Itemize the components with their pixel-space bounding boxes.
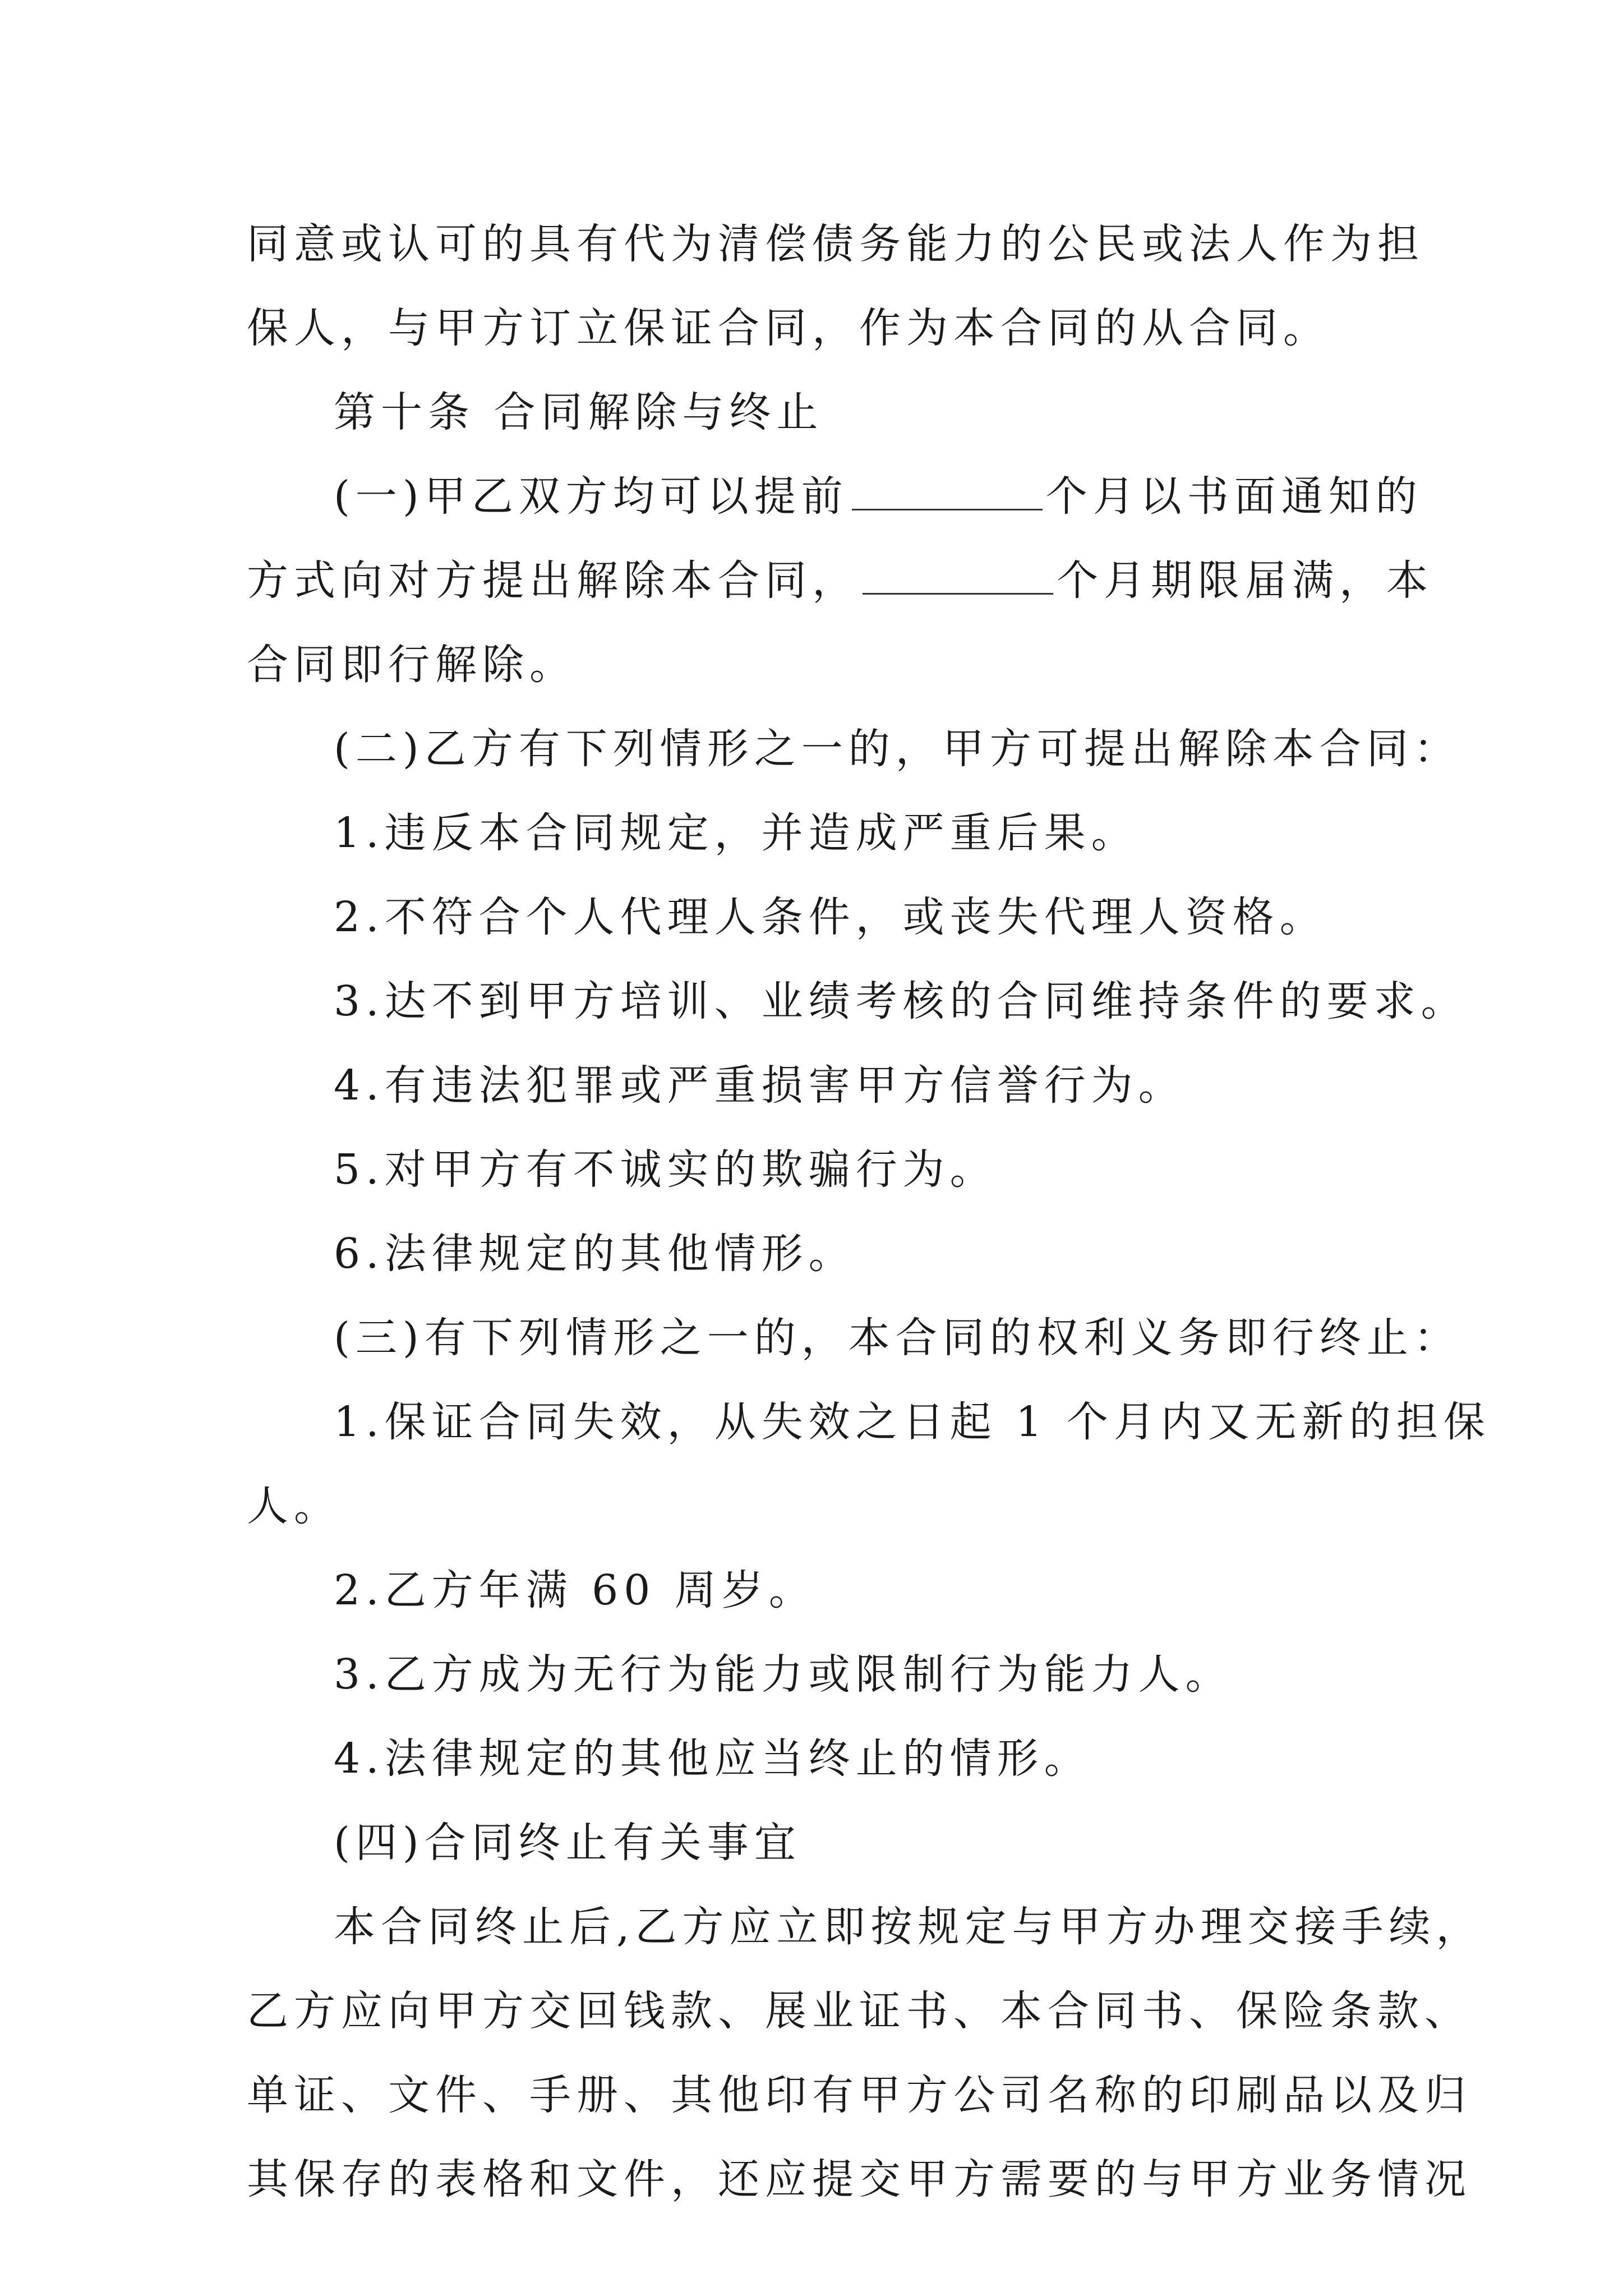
text-line: (四)合同终止有关事宜 xyxy=(334,1819,801,1867)
list-item: 4.法律规定的其他应当终止的情形。 xyxy=(334,1734,1091,1783)
text-line xyxy=(247,539,1433,623)
contract-body xyxy=(247,202,1491,2221)
list-item: 4.有违法犯罪或严重损害甲方信誉行为。 xyxy=(334,1061,1186,1110)
fill-in-blank xyxy=(852,472,1043,510)
text-line: 保人，与甲方订立保证合同，作为本合同的从合同。 xyxy=(247,304,1330,352)
text-segment: 个月以书面通知的 xyxy=(1045,472,1423,521)
list-item: 3.乙方成为无行为能力或限制行为能力人。 xyxy=(334,1650,1233,1699)
list-item: 2.乙方年满 60 周岁。 xyxy=(334,1566,816,1614)
text-segment: 方式向对方提出解除本合同， xyxy=(247,556,859,605)
text-line: (二)乙方有下列情形之一的，甲方可提出解除本合同： xyxy=(334,725,1461,773)
text-line xyxy=(247,454,1423,539)
list-item: 2.不符合个人代理人条件，或丧失代理人资格。 xyxy=(334,893,1327,941)
text-line: 本合同终止后,乙方应立即按规定与甲方办理交接手续， xyxy=(334,1903,1483,1951)
fill-in-blank xyxy=(863,556,1053,595)
text-line: (三)有下列情形之一的，本合同的权利义务即行终止： xyxy=(334,1314,1461,1362)
text-line: 乙方应向甲方交回钱款、展业证书、本合同书、保险条款、 xyxy=(247,1987,1472,2035)
list-item: 1.保证合同失效，从失效之日起 1 个月内又无新的担保 xyxy=(334,1398,1491,1446)
text-line: 合同即行解除。 xyxy=(247,641,577,689)
list-item: 5.对甲方有不诚实的欺骗行为。 xyxy=(334,1145,997,1194)
text-line: 其保存的表格和文件，还应提交甲方需要的与甲方业务情况 xyxy=(247,2155,1472,2203)
text-line: 同意或认可的具有代为清偿债务能力的公民或法人作为担 xyxy=(247,220,1424,268)
text-line: 人。 xyxy=(247,1482,341,1530)
list-item: 1.违反本合同规定，并造成严重后果。 xyxy=(334,809,1138,857)
article-heading: 第十条 合同解除与终止 xyxy=(334,388,824,436)
text-line: 单证、文件、手册、其他印有甲方公司名称的印刷品以及归 xyxy=(247,2071,1472,2119)
list-item: 3.达不到甲方培训、业绩考核的合同维持条件的要求。 xyxy=(334,977,1468,1025)
list-item: 6.法律规定的其他情形。 xyxy=(334,1230,856,1278)
text-segment: (一)甲乙双方均可以提前 xyxy=(334,472,849,521)
text-segment: 个月期限届满，本 xyxy=(1057,556,1433,605)
